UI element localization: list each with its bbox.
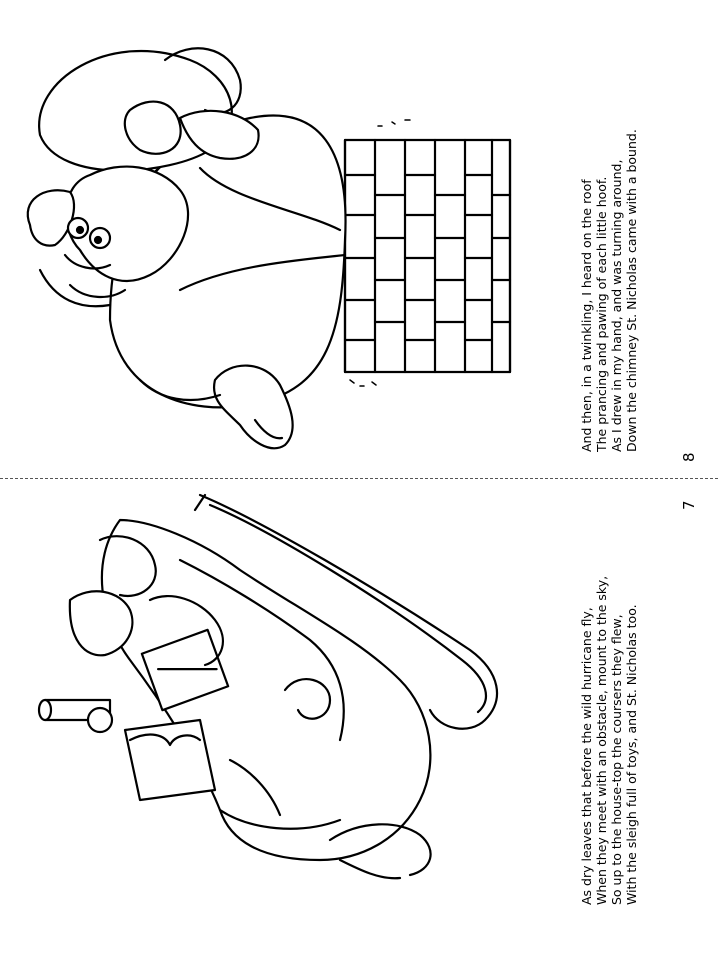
poem-line: Down the chimney St. Nicholas came with a bound.	[624, 129, 639, 452]
poem-line: As dry leaves that before the wild hurricane fly,	[579, 607, 594, 905]
chimney	[345, 140, 510, 372]
poem-line: So up to the house-top the coursers they flew,	[609, 614, 624, 905]
poem-line: As I drew in my hand, and was turning around,	[609, 159, 624, 452]
santa-illustration	[28, 48, 510, 448]
page-number-8: 8	[680, 452, 698, 462]
poem-line: When they meet with an obstacle, mount to the sky,	[594, 575, 609, 905]
page-7-poem	[579, 576, 639, 905]
sleigh-illustration	[39, 495, 497, 878]
page-number-7: 7	[680, 500, 698, 510]
poem-line: With the sleigh full of toys, and St. Nicholas too.	[624, 604, 639, 905]
page-divider-dashed-line	[0, 478, 718, 479]
page-8-poem	[579, 129, 639, 452]
poem-line: And then, in a twinkling, I heard on the roof	[579, 179, 594, 452]
poem-line: The prancing and pawing of each little hoof.	[594, 176, 609, 452]
